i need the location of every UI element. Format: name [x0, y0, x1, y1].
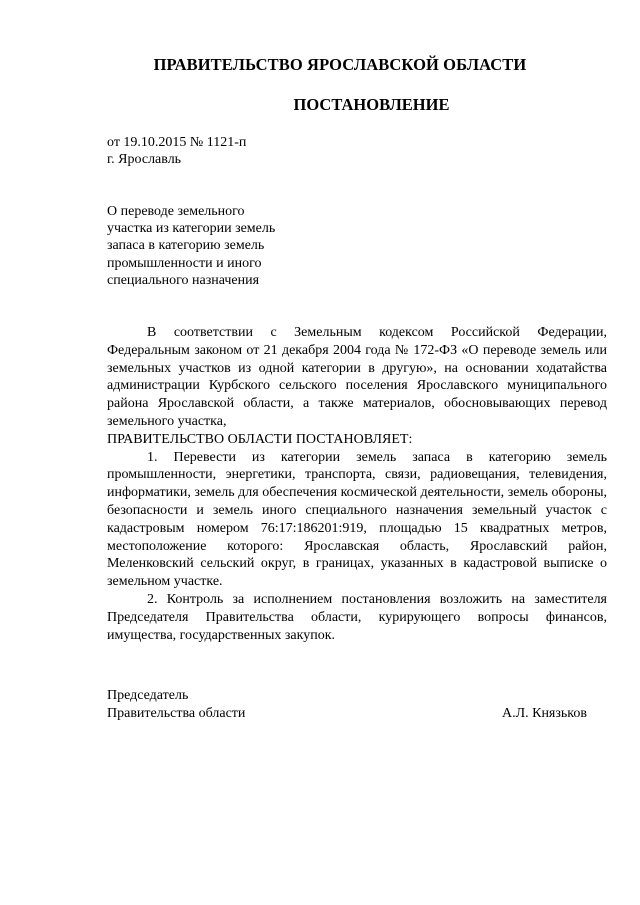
subject-line: О переводе земельного — [107, 204, 245, 219]
subject-line: специального назначения — [107, 272, 260, 288]
preamble-paragraph: В соответствии с Земельным кодексом Российской Федерации, Федеральным законом от 21 декабря 2004 года № 172-ФЗ «О переводе земель или земельных участков из одной категории в другую», на основании ходатайства администрации Курбского сельского поселения Ярославского муниципального района Ярославской области, а также материалов, обосновывающих перевод земельного участка, — [107, 325, 607, 429]
resolution-item-2: 2. Контроль за исполнением постановления возложить на заместителя Председателя Правительства области, курирующего вопросы финансов, имущества, государственных закупок. — [107, 591, 607, 643]
date-and-number: от 19.10.2015 № 1121-п — [107, 135, 247, 150]
subject-line: участка из категории земель — [107, 221, 276, 237]
signatory-title-line2: Правительства области — [107, 706, 246, 721]
city: г. Ярославль — [107, 152, 182, 167]
document-meta — [107, 134, 246, 168]
signature-row — [107, 705, 587, 723]
signatory-name: А.Л. Князьков — [502, 706, 587, 721]
document-type-title: ПОСТАНОВЛЕНИЕ — [293, 95, 450, 114]
subject-line: запаса в категорию земель — [107, 238, 265, 254]
document-subject — [107, 203, 367, 289]
document-body — [107, 324, 607, 644]
signature-block — [107, 687, 587, 723]
subject-line: промышленности и иного — [107, 255, 262, 271]
signatory-title-line1: Председатель — [107, 688, 189, 703]
ruling-clause: ПРАВИТЕЛЬСТВО ОБЛАСТИ ПОСТАНОВЛЯЕТ: — [107, 431, 413, 447]
resolution-item-1: 1. Перевести из категории земель запаса в категорию земель промышленности, энергетики, транспорта, связи, радиовещания, телевидения, информатики, земель для обеспечения космической деятельности, земель обороны, безопасности и земель иного специального назначения земельный участок с кадастровым номером 76:17:186201:919, площадью 15 квадратных метров, местоположение которого: Ярославская область, Ярославский район, Меленковский сельский округ, в границах, указанных в кадастровой выписке о земельном участке. — [107, 449, 607, 590]
issuing-authority: ПРАВИТЕЛЬСТВО ЯРОСЛАВСКОЙ ОБЛАСТИ — [153, 55, 527, 74]
